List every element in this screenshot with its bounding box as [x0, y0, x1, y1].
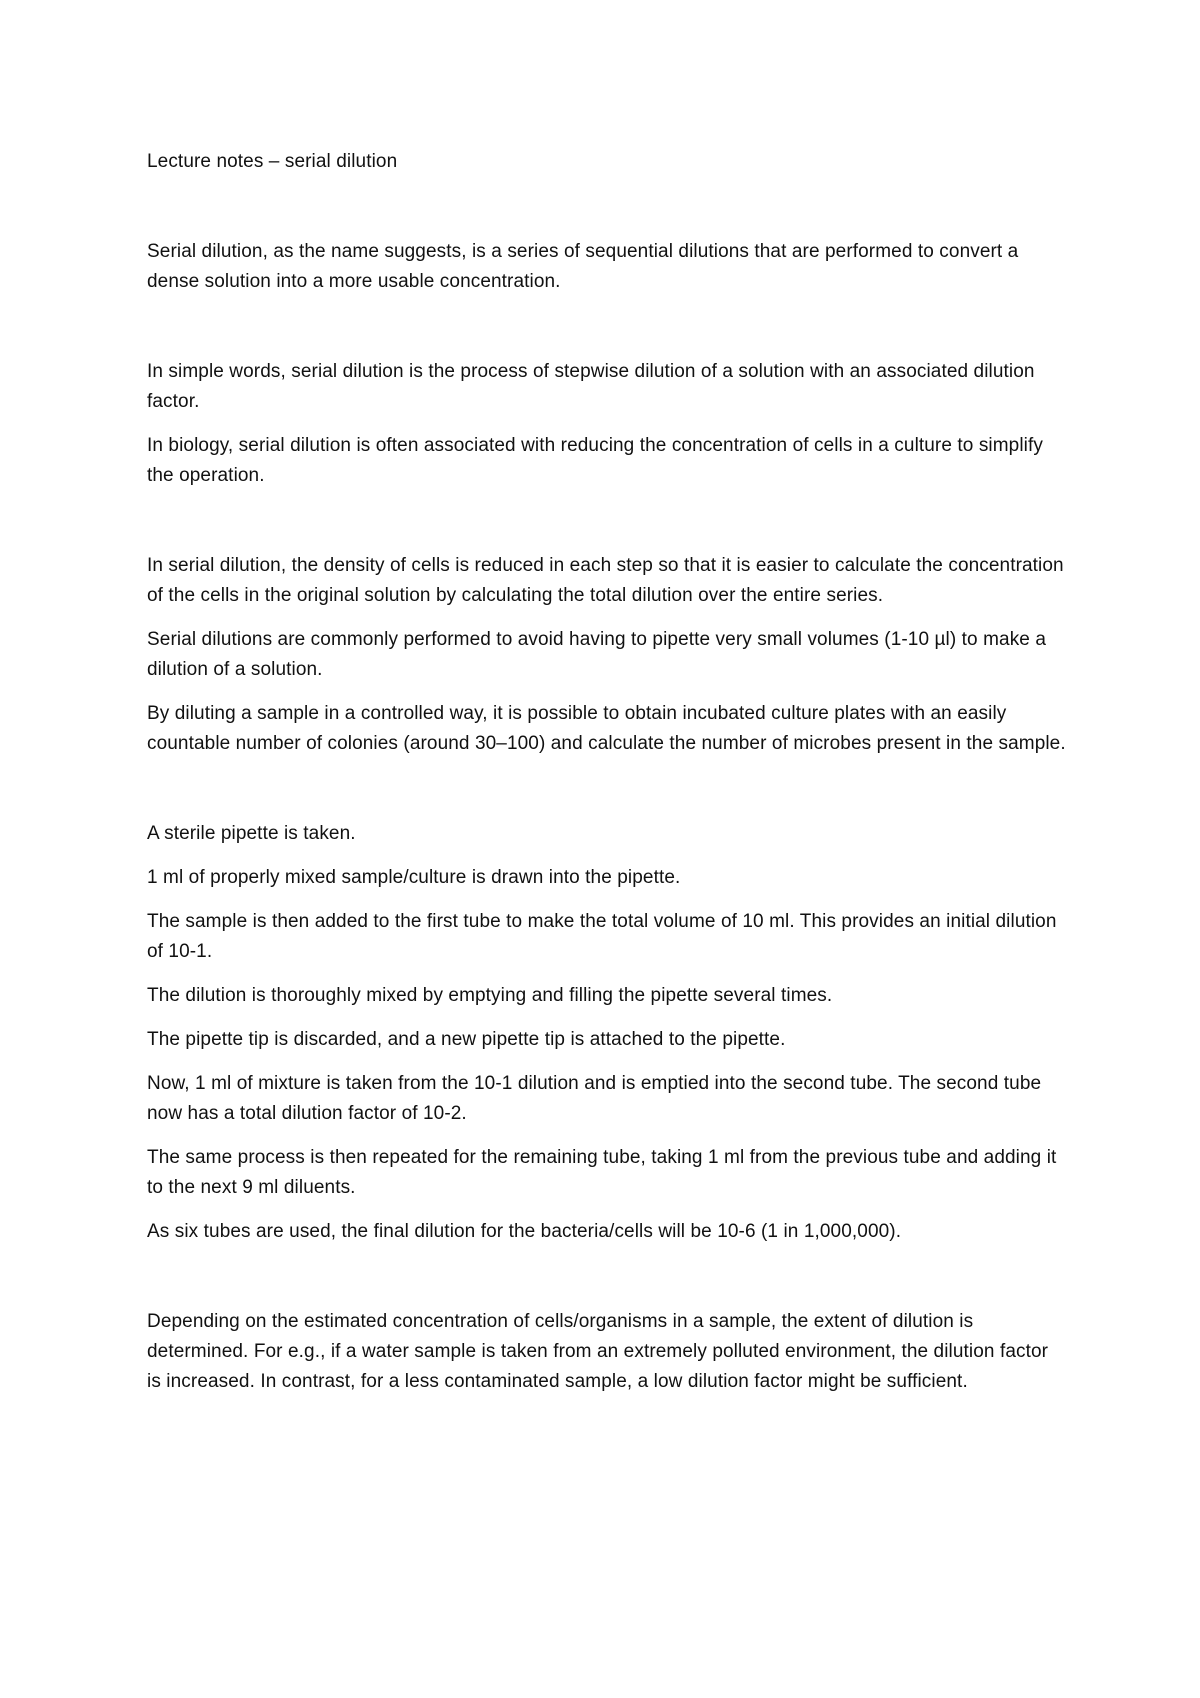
procedure-step: The same process is then repeated for the remaining tube, taking 1 ml from the previous tube and adding it to the next 9 ml diluents. [147, 1147, 1057, 1198]
procedure-step: As six tubes are used, the final dilution for the bacteria/cells will be 10-6 (1 in 1,000,000). [147, 1221, 902, 1242]
procedure-step: The dilution is thoroughly mixed by emptying and filling the pipette several times. [147, 985, 833, 1006]
paragraph: In biology, serial dilution is often associated with reducing the concentration of cells in a culture to simplify the operation. [147, 435, 1043, 486]
paragraph: In simple words, serial dilution is the process of stepwise dilution of a solution with an associated dilution factor. [147, 361, 1035, 412]
document-title: Lecture notes – serial dilution [147, 151, 398, 172]
procedure-step: The pipette tip is discarded, and a new pipette tip is attached to the pipette. [147, 1029, 786, 1050]
paragraph: By diluting a sample in a controlled way, it is possible to obtain incubated culture plates with an easily countable number of colonies (around 30–100) and calculate the number of microbes present in the sample. [147, 703, 1066, 754]
paragraph: Depending on the estimated concentration of cells/organisms in a sample, the extent of dilution is determined. For e.g., if a water sample is taken from an extremely polluted environment, the dilution factor is increased. In contrast, for a less contaminated sample, a low dilution factor might be sufficient. [147, 1311, 1049, 1392]
procedure-step: Now, 1 ml of mixture is taken from the 10-1 dilution and is emptied into the second tube. The second tube now has a total dilution factor of 10-2. [147, 1073, 1042, 1124]
document-body [147, 147, 1067, 1397]
procedure-step: The sample is then added to the first tube to make the total volume of 10 ml. This provides an initial dilution of 10-1. [147, 911, 1057, 962]
paragraph: Serial dilution, as the name suggests, is a series of sequential dilutions that are performed to convert a dense solution into a more usable concentration. [147, 241, 1019, 292]
procedure-step: A sterile pipette is taken. [147, 823, 356, 844]
paragraph: Serial dilutions are commonly performed to avoid having to pipette very small volumes (1-10 µl) to make a dilution of a solution. [147, 629, 1047, 680]
procedure-step: 1 ml of properly mixed sample/culture is drawn into the pipette. [147, 867, 681, 888]
paragraph: In serial dilution, the density of cells is reduced in each step so that it is easier to calculate the concentration of the cells in the original solution by calculating the total dilution over the entire series. [147, 555, 1064, 606]
